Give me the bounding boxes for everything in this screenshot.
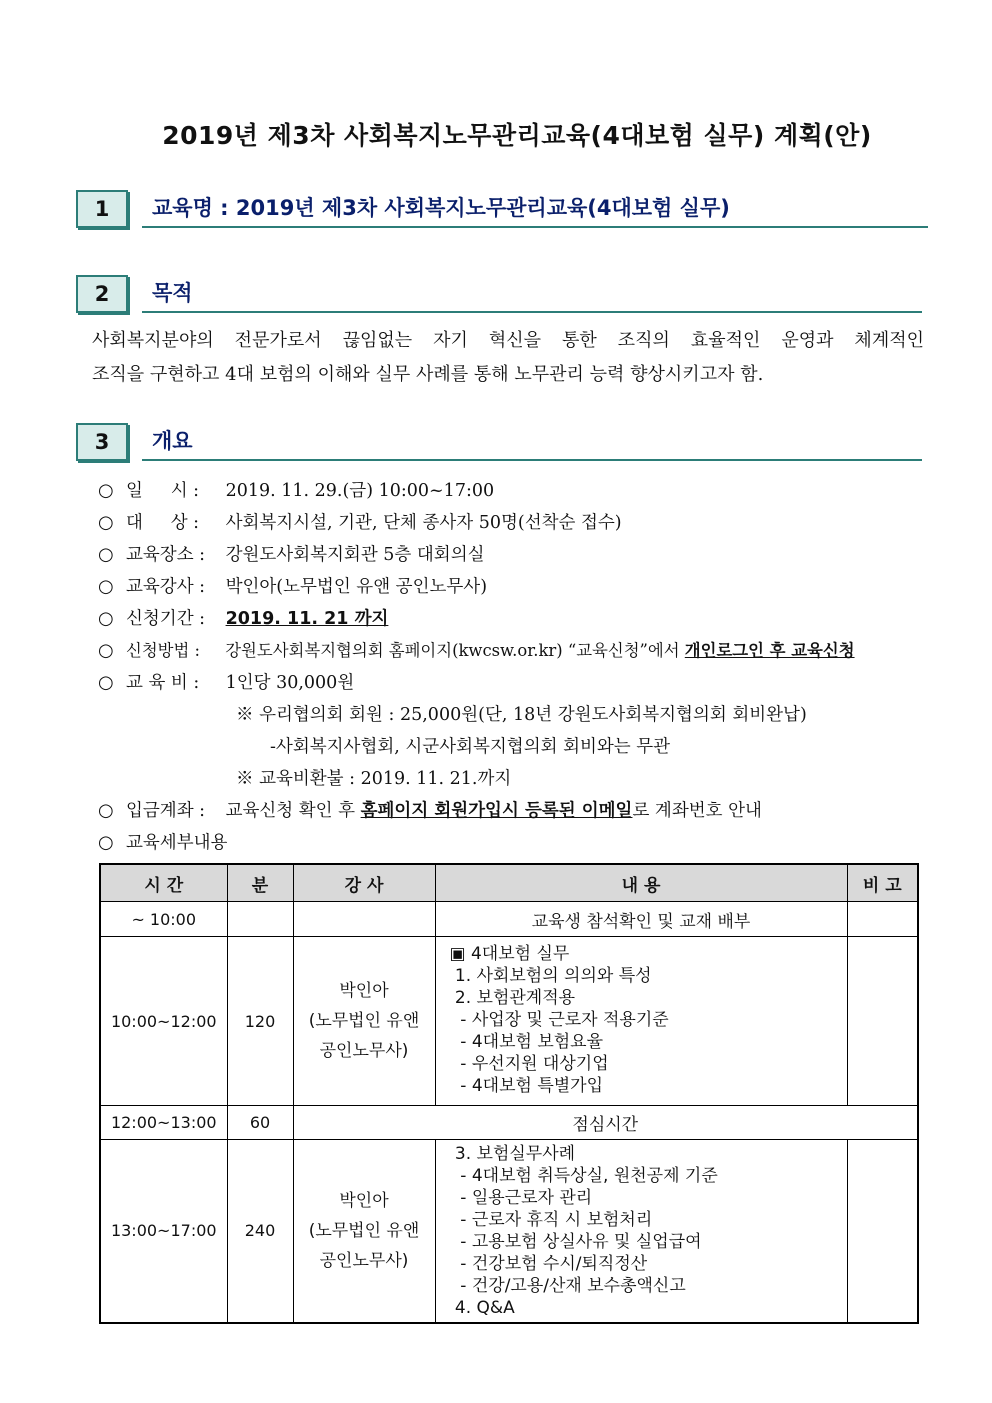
content-cell: ▣ 4대보험 실무 1. 사회보험의 의의와 특성 2. 보험관계적용 - 사업장 및 근로자 적용기준 - 4대보험 보험요율 - 우선지원 대상기업 - 4대보험 특별가입 [435,937,847,1106]
fee-note-member: ※ 우리협의회 회원 : 25,000원(단, 18년 강원도사회복지협의회 회비완납) [236,705,807,725]
section-divider [142,226,928,228]
time-cell: 13:00~17:00 [100,1140,227,1323]
document-title: 2019년 제3차 사회복지노무관리교육(4대보험 실무) 계획(안) [162,121,872,150]
content-cell: 점심시간 [293,1106,918,1140]
minutes-cell: 60 [227,1106,293,1140]
lecturer-cell: 박인아 (노무법인 유앤 공인노무사) [293,1140,435,1323]
purpose-line: 사회복지분야의 전문가로서 끊임없는 자기 혁신을 통한 조직의 효율적인 운영과 체계적인 [92,330,924,351]
header-content: 내 용 [435,864,847,902]
section-divider [142,311,922,313]
overview-account: ○ 입금계좌 : 교육신청 확인 후 홈페이지 회원가입시 등록된 이메일로 계좌번호 안내 [98,800,762,821]
table-row [100,1106,918,1140]
minutes-cell [227,902,293,937]
section-title: 교육명 : 2019년 제3차 사회복지노무관리교육(4대보험 실무) [152,196,730,220]
table-row [100,902,918,937]
section-title: 목적 [152,281,193,305]
section-number: 1 [76,190,128,228]
remarks-cell [847,902,918,937]
content-cell: 교육생 참석확인 및 교재 배부 [435,902,847,937]
fee-note-exception: -사회복지사협회, 시군사회복지협의회 회비와는 무관 [270,737,671,757]
section-2-header [76,275,922,313]
circle-bullet-icon: ○ [98,672,114,693]
section-divider [142,459,922,461]
overview-place: ○ 교육장소 : 강원도사회복지회관 5층 대회의실 [98,544,485,565]
overview-details: ○ 교육세부내용 [98,832,228,853]
circle-bullet-icon: ○ [98,544,114,565]
header-remarks: 비 고 [847,864,918,902]
overview-fee: ○ 교 육 비 : 1인당 30,000원 [98,672,355,693]
time-cell: 10:00~12:00 [100,937,227,1106]
remarks-cell [847,937,918,1106]
header-lecturer: 강 사 [293,864,435,902]
section-number: 3 [76,423,128,461]
lecturer-cell: 박인아 (노무법인 유앤 공인노무사) [293,937,435,1106]
circle-bullet-icon: ○ [98,832,114,853]
circle-bullet-icon: ○ [98,608,114,629]
overview-date: ○ 일 시 : 2019. 11. 29.(금) 10:00~17:00 [98,480,495,501]
section-number: 2 [76,275,128,313]
circle-bullet-icon: ○ [98,512,114,533]
content-cell: 3. 보험실무사례 - 4대보험 취득상실, 원천공제 기준 - 일용근로자 관리 - 근로자 휴직 시 보험처리 - 고용보험 상실사유 및 실업급여 - 건강보험 수시/퇴직정산 - 건강/고용/산재 보수총액신고 4. Q&A [435,1140,847,1323]
table-row [100,1140,918,1323]
remarks-cell [847,1140,918,1323]
table-row [100,937,918,1106]
time-cell: ~ 10:00 [100,902,227,937]
minutes-cell: 240 [227,1140,293,1323]
section-1-header [76,190,928,228]
table-header-row [100,864,918,902]
overview-period: ○ 신청기간 : 2019. 11. 21 까지 [98,608,389,629]
minutes-cell: 120 [227,937,293,1106]
header-time: 시 간 [100,864,227,902]
purpose-text [92,324,924,392]
lecturer-cell [293,902,435,937]
section-title: 개요 [152,429,193,453]
overview-method: ○ 신청방법 : 강원도사회복지협의회 홈페이지(kwcsw.or.kr) “교육신청”에서 개인로그인 후 교육신청 [98,640,855,661]
time-cell: 12:00~13:00 [100,1106,227,1140]
fee-note-refund: ※ 교육비환불 : 2019. 11. 21.까지 [236,769,512,789]
section-3-header [76,423,922,461]
circle-bullet-icon: ○ [98,576,114,597]
circle-bullet-icon: ○ [98,480,114,501]
purpose-line: 조직을 구현하고 4대 보험의 이해와 실무 사례를 통해 노무관리 능력 향상시키고자 함. [92,364,764,385]
header-minutes: 분 [227,864,293,902]
schedule-table [99,863,919,1324]
circle-bullet-icon: ○ [98,640,114,661]
overview-lecturer: ○ 교육강사 : 박인아(노무법인 유앤 공인노무사) [98,576,488,597]
circle-bullet-icon: ○ [98,800,114,821]
overview-target: ○ 대 상 : 사회복지시설, 기관, 단체 종사자 50명(선착순 접수) [98,512,622,533]
